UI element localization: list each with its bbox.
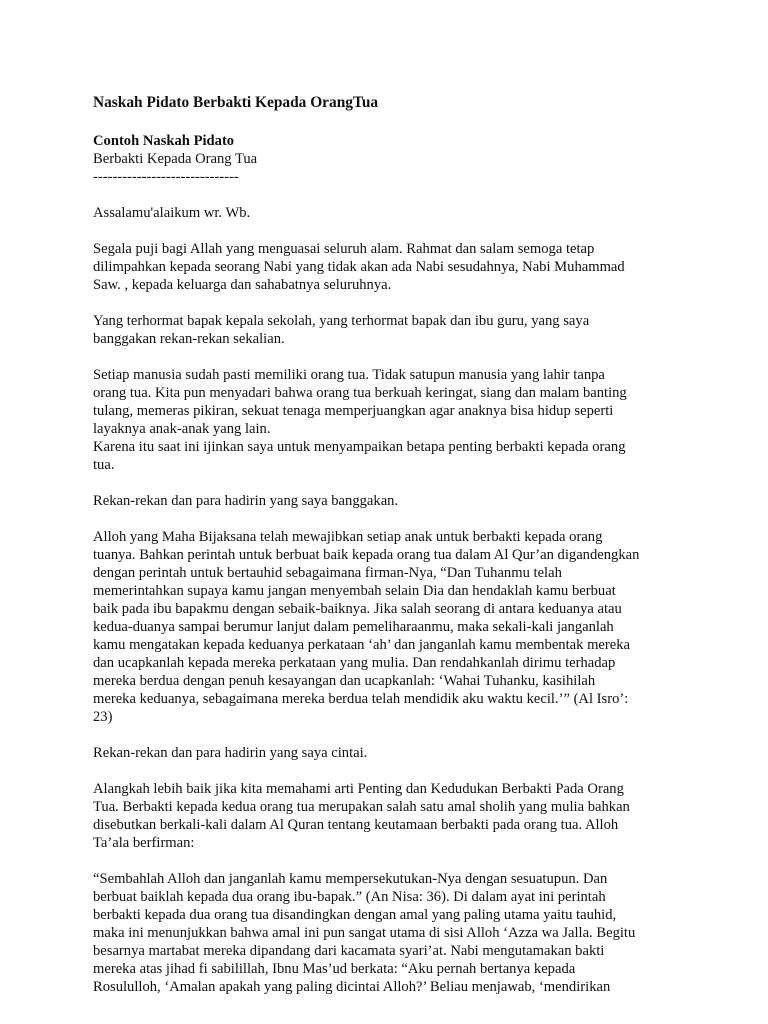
text-line: Rekan-rekan dan para hadirin yang saya cintai.: [93, 745, 368, 761]
text-line: dan ucapkanlah kepada mereka perkataan yang mulia. Dan rendahkanlah dirimu terhadap: [93, 655, 616, 671]
document-subheading: Berbakti Kepada Orang Tua: [93, 151, 258, 167]
text-line: Segala puji bagi Allah yang menguasai seluruh alam. Rahmat dan salam semoga tetap: [93, 241, 595, 257]
paragraph-parents: [93, 366, 683, 474]
text-line: 23): [93, 709, 113, 725]
text-line: Saw. , kepada keluarga dan sahabatnya seluruhnya.: [93, 277, 392, 293]
text-line: mereka keduanya, sebagaimana mereka berdua telah mendidik aku waktu kecil.’” (Al Isro’:: [93, 691, 629, 707]
text-line: tua.: [93, 457, 115, 473]
text-line: disebutkan berkali-kali dalam Al Quran tentang keutamaan berbakti pada orang tua. Alloh: [93, 817, 619, 833]
text-line: “Sembahlah Alloh dan janganlah kamu mempersekutukan-Nya dengan sesuatupun. Dan: [93, 871, 608, 887]
separator-line: ------------------------------: [93, 169, 239, 185]
paragraph-greeting: [93, 204, 683, 222]
text-line: mereka berdua dengan penuh kesayangan dan ucapkanlah: ‘Wahai Tuhanku, kasihilah: [93, 673, 596, 689]
paragraph-importance: [93, 780, 683, 852]
text-line: Yang terhormat bapak kepala sekolah, yang terhormat bapak dan ibu guru, yang saya: [93, 313, 590, 329]
text-line: mereka atas jihad fi sabilillah, Ibnu Mas’ud berkata: “Aku pernah bertanya kepada: [93, 961, 576, 977]
text-line: dengan perintah untuk bertauhid sebagaimana firman-Nya, “Dan Tuhanmu telah: [93, 565, 562, 581]
paragraph-praise: [93, 240, 683, 294]
text-line: dilimpahkan kepada seorang Nabi yang tidak akan ada Nabi sesudahnya, Nabi Muhammad: [93, 259, 625, 275]
text-line: Rekan-rekan dan para hadirin yang saya banggakan.: [93, 493, 399, 509]
text-line: Alloh yang Maha Bijaksana telah mewajibkan setiap anak untuk berbakti kepada orang: [93, 529, 603, 545]
text-line: layaknya anak-anak yang lain.: [93, 421, 271, 437]
text-line: tulang, memeras pikiran, sekuat tenaga memperjuangkan agar anaknya bisa hidup seperti: [93, 403, 614, 419]
text-line: Rosululloh, ‘Amalan apakah yang paling dicintai Alloh?’ Beliau menjawab, ‘mendirikan: [93, 979, 611, 995]
document-title: Naskah Pidato Berbakti Kepada OrangTua: [93, 94, 379, 111]
text-line: tuanya. Bahkan perintah untuk berbuat baik kepada orang tua dalam Al Qur’an digandengkan: [93, 547, 640, 563]
document-page: [93, 92, 683, 1014]
text-line: berbuat baiklah kepada dua orang ibu-bapak.” (An Nisa: 36). Di dalam ayat ini perintah: [93, 889, 606, 905]
text-line: besarnya martabat mereka dipandang dari kacamata syari’at. Nabi mengutamakan bakti: [93, 943, 605, 959]
text-line: Ta’ala berfirman:: [93, 835, 195, 851]
paragraph-quran-nisa: [93, 870, 683, 996]
text-line: orang tua. Kita pun menyadari bahwa orang tua berkuah keringat, siang dan malam banting: [93, 385, 627, 401]
document-heading: Contoh Naskah Pidato: [93, 133, 235, 149]
text-line: maka ini menunjukkan bahwa amal ini pun sangat utama di sisi Alloh ‘Azza wa Jalla. Begitu: [93, 925, 636, 941]
text-line: Tua. Berbakti kepada kedua orang tua merupakan salah satu amal sholih yang mulia bahkan: [93, 799, 630, 815]
text-line: Setiap manusia sudah pasti memiliki orang tua. Tidak satupun manusia yang lahir tanpa: [93, 367, 605, 383]
text-line: Assalamu'alaikum wr. Wb.: [93, 205, 251, 221]
text-line: banggakan rekan-rekan sekalian.: [93, 331, 285, 347]
paragraph-address-1: [93, 492, 683, 510]
document-body: [93, 204, 683, 996]
paragraph-quran-isro: [93, 528, 683, 726]
text-line: memerintahkan supaya kamu jangan menyembah selain Dia dan hendaklah kamu berbuat: [93, 583, 616, 599]
text-line: Karena itu saat ini ijinkan saya untuk menyampaikan betapa penting berbakti kepada orang: [93, 439, 626, 455]
text-line: kamu mengatakan kepada keduanya perkataan ‘ah’ dan janganlah kamu membentak mereka: [93, 637, 631, 653]
text-line: kedua-duanya sampai berumur lanjut dalam pemeliharaanmu, maka sekali-kali janganlah: [93, 619, 614, 635]
paragraph-respect: [93, 312, 683, 348]
text-line: berbakti kepada dua orang tua disandingkan dengan amal yang paling utama yaitu tauhid,: [93, 907, 617, 923]
text-line: Alangkah lebih baik jika kita memahami arti Penting dan Kedudukan Berbakti Pada Orang: [93, 781, 624, 797]
text-line: baik pada ibu bapakmu dengan sebaik-baiknya. Jika salah seorang di antara keduanya atau: [93, 601, 622, 617]
paragraph-address-2: [93, 744, 683, 762]
